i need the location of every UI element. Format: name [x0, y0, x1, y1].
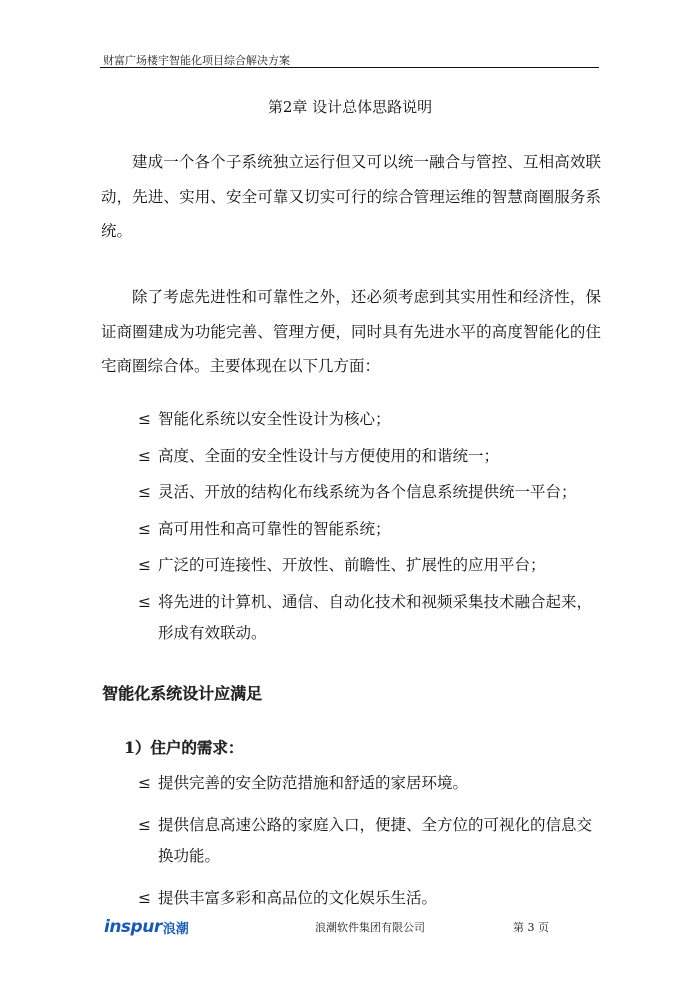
list-item-text: 智能化系统以安全性设计为核心； [158, 410, 391, 428]
list-item [100, 514, 600, 546]
list-item [100, 768, 600, 800]
header-divider [100, 67, 599, 68]
bullet-mark: ≤ [138, 556, 151, 574]
bullet-mark: ≤ [138, 888, 151, 907]
list-item-text: 高可用性和高可靠性的智能系统； [158, 519, 391, 538]
bullet-mark: ≤ [138, 446, 151, 465]
subheading: 1）住户的需求： [124, 738, 244, 757]
list-item-text: 高度、全面的安全性设计与方便使用的和谐统一； [158, 446, 500, 465]
list-item [100, 587, 600, 650]
page-footer [0, 910, 700, 940]
requirement-list [100, 768, 600, 924]
list-item [100, 810, 600, 873]
list-item-text: 将先进的计算机、通信、自动化技术和视频采集技术融合起来，形成有效联动。 [158, 592, 593, 642]
list-item-text: 提供信息高速公路的家庭入口，便捷、全方位的可视化的信息交换功能。 [158, 815, 593, 865]
list-item-text: 广泛的可连接性、开放性、前瞻性、扩展性的应用平台； [158, 556, 546, 574]
section-heading: 智能化系统设计应满足 [102, 684, 263, 703]
bullet-mark: ≤ [138, 774, 151, 792]
bullet-mark: ≤ [138, 410, 151, 428]
inspur-logo [104, 916, 189, 938]
header-text: 财富广场楼宇智能化项目综合解决方案 [103, 54, 290, 67]
paragraph-1: 建成一个各个子系统独立运行但又可以统一融合与管控、互相高效联动，先进、实用、安全可靠又切实可行的综合管理运维的智慧商圈服务系统。 [101, 153, 601, 240]
bullet-mark: ≤ [138, 592, 151, 611]
bullet-mark: ≤ [138, 519, 151, 538]
page-number: 第 3 页 [513, 921, 549, 934]
list-item [100, 477, 600, 509]
bullet-mark: ≤ [138, 483, 151, 501]
list-item [100, 550, 600, 582]
list-item-text: 提供完善的安全防范措施和舒适的家居环境。 [158, 774, 469, 792]
logo-text: inspur [104, 917, 162, 937]
chapter-title: 第2章 设计总体思路说明 [267, 98, 433, 116]
company-name: 浪潮软件集团有限公司 [315, 921, 425, 934]
bullet-mark: ≤ [138, 815, 151, 834]
list-item [100, 441, 600, 473]
list-item [100, 404, 600, 436]
list-item-text: 灵活、开放的结构化布线系统为各个信息系统提供统一平台； [158, 483, 577, 501]
list-item-text: 提供丰富多彩和高品位的文化娱乐生活。 [158, 888, 438, 907]
paragraph-2: 除了考虑先进性和可靠性之外，还必须考虑到其实用性和经济性，保证商圈建成为功能完善、管理方便，同时具有先进水平的高度智能化的住宅商圈综合体。主要体现在以下几方面： [101, 288, 601, 375]
feature-list [100, 404, 600, 655]
logo-cn: 浪潮 [162, 921, 189, 937]
